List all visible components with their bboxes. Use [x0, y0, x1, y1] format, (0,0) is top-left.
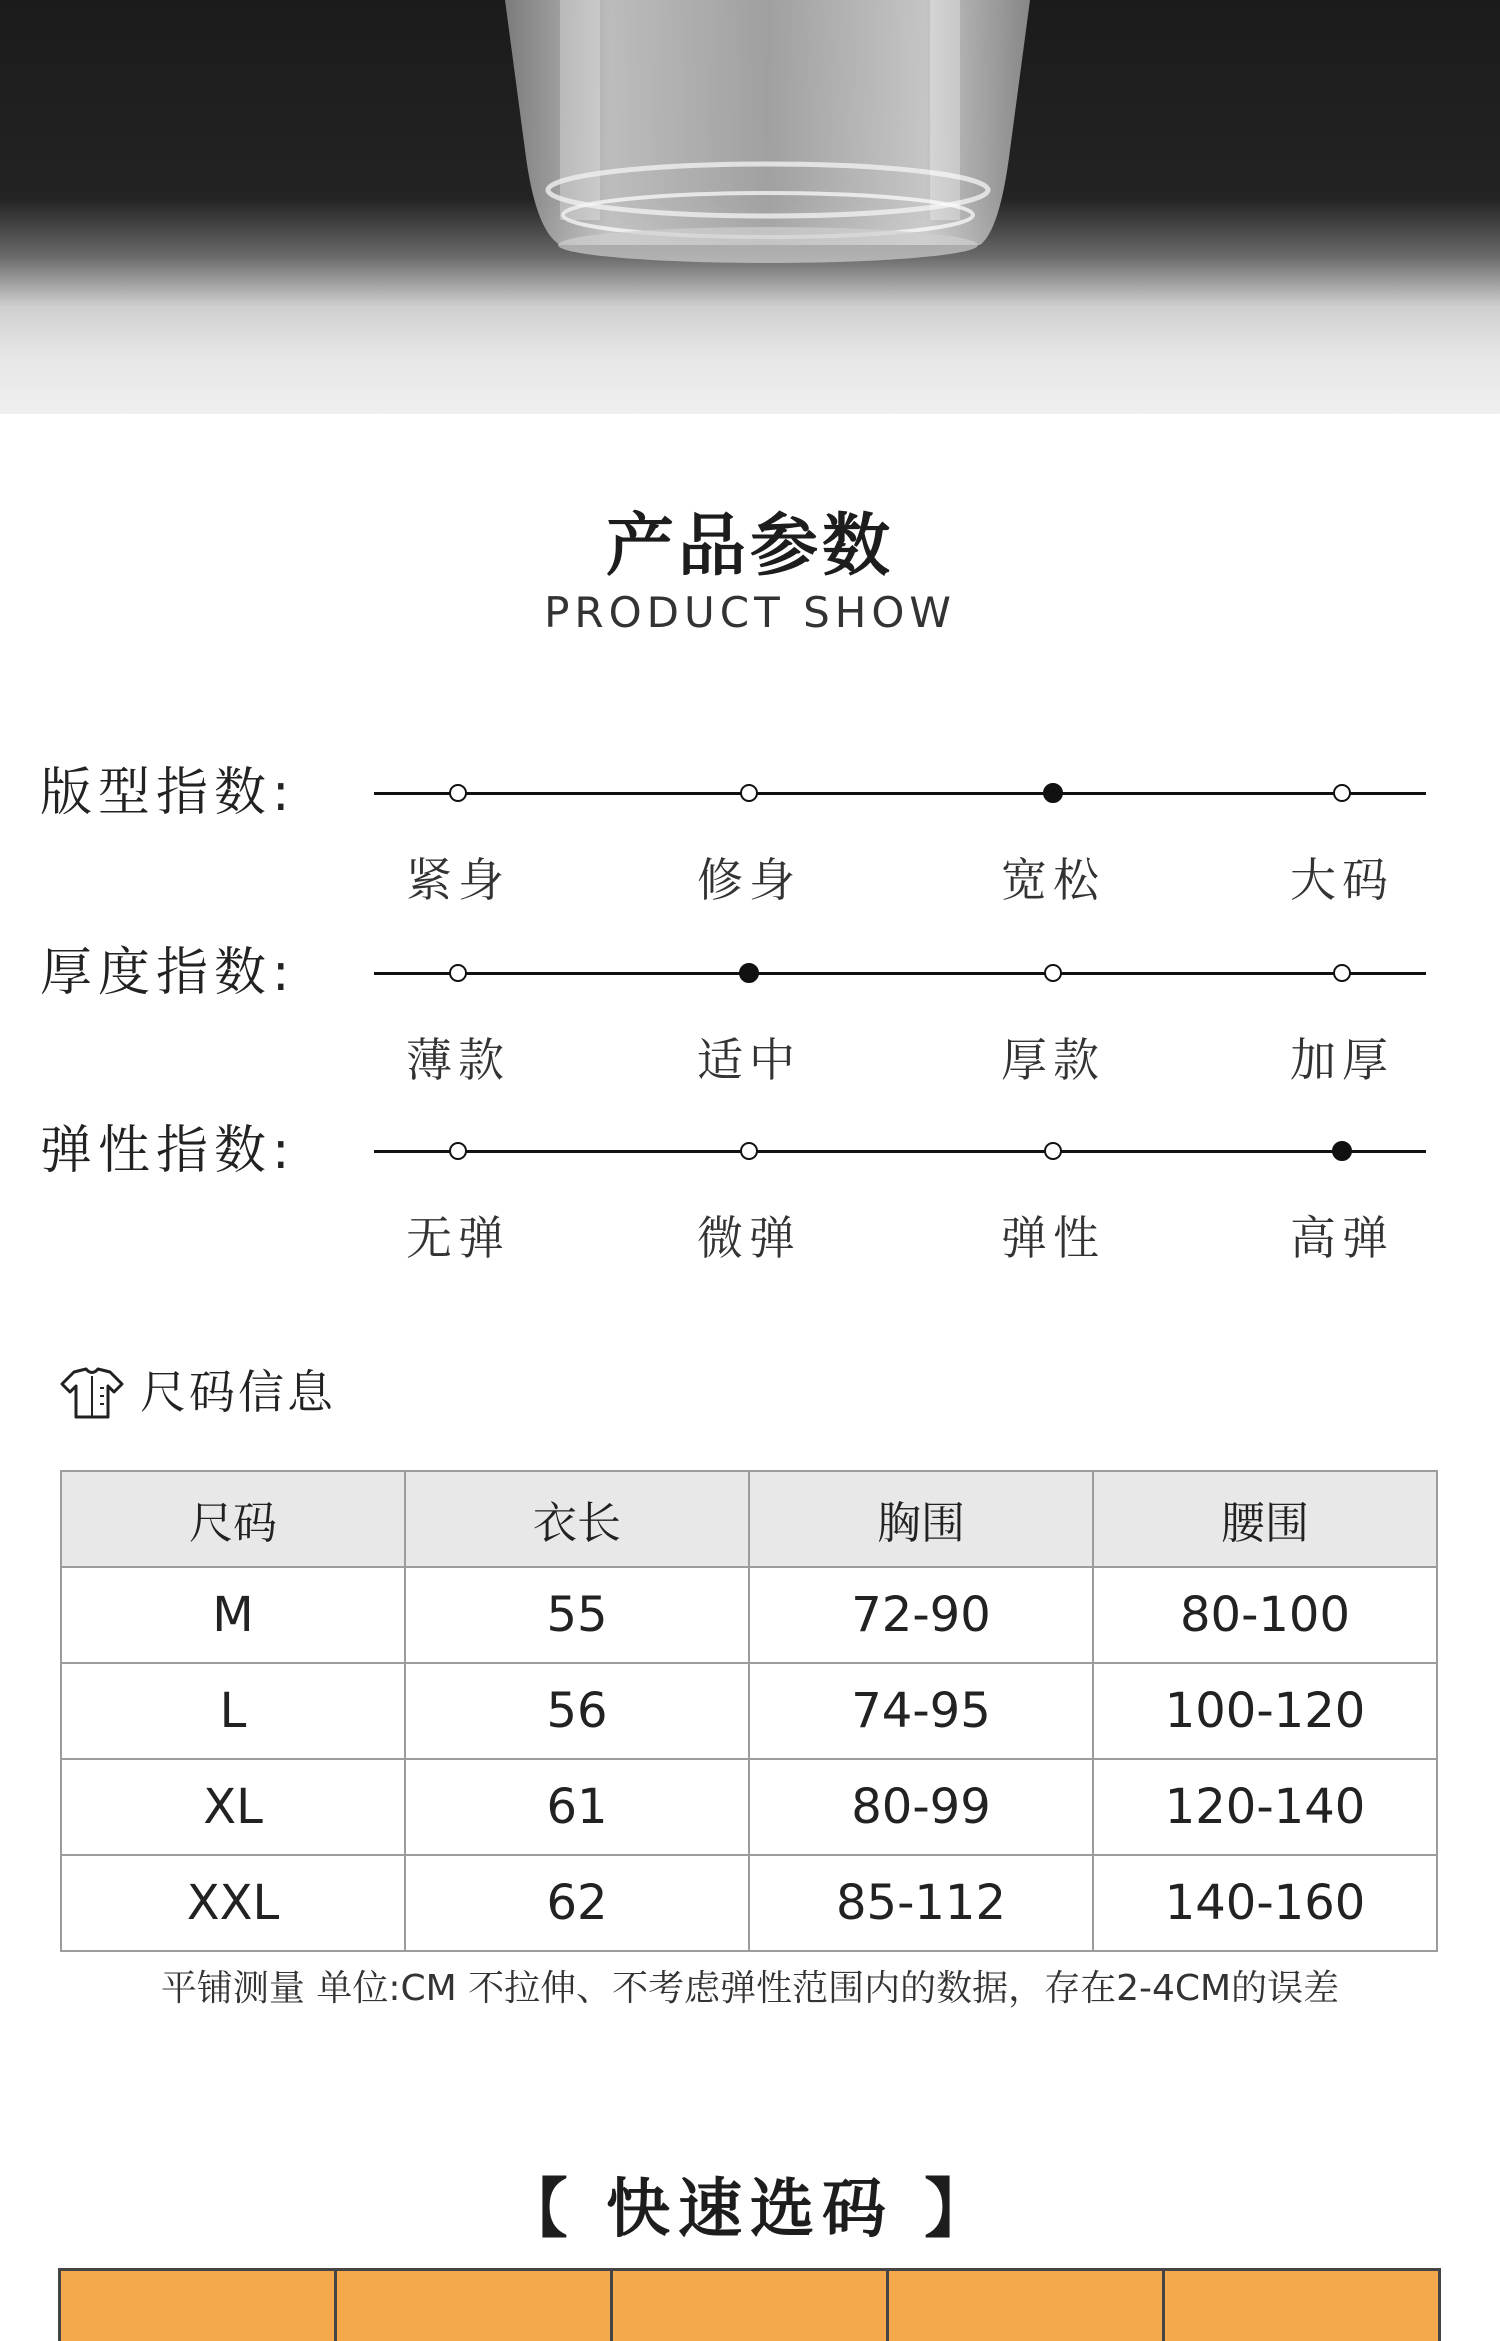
- index-label: 弹性指数:: [40, 1121, 296, 1181]
- scale-dot: [449, 784, 467, 802]
- option-label: 高弹: [1290, 1211, 1394, 1265]
- option-label: 弹性: [1001, 1211, 1105, 1265]
- index-label: 版型指数:: [40, 763, 296, 823]
- table-row: [61, 1663, 1437, 1759]
- table-cell: 62: [405, 1855, 749, 1951]
- option-label: 厚款: [1001, 1033, 1105, 1087]
- column-header: 胸围: [749, 1471, 1093, 1567]
- table-row: [61, 1855, 1437, 1951]
- table-header-row: [61, 1471, 1437, 1567]
- scale-dot: [449, 1142, 467, 1160]
- option-label: 紧身: [406, 853, 510, 907]
- option-label: 微弹: [697, 1211, 801, 1265]
- quick-select-header-bar: [58, 2268, 1441, 2341]
- scale-dot-selected: [1332, 1141, 1352, 1161]
- scale-dot: [1044, 964, 1062, 982]
- quick-select-cell: [613, 2271, 889, 2341]
- table-cell: 100-120: [1093, 1663, 1437, 1759]
- scale-dot-selected: [739, 963, 759, 983]
- scale-dot: [740, 1142, 758, 1160]
- measurement-note: 平铺测量 单位:CM 不拉伸、不考虑弹性范围内的数据，存在2-4CM的误差: [160, 1968, 1340, 2009]
- table-cell: 55: [405, 1567, 749, 1663]
- table-cell: 72-90: [749, 1567, 1093, 1663]
- scale-dot: [1333, 964, 1351, 982]
- index-row-elasticity: [0, 1116, 1500, 1286]
- table-cell: L: [61, 1663, 405, 1759]
- table-row: [61, 1759, 1437, 1855]
- quick-select-cell: [889, 2271, 1165, 2341]
- table-cell: M: [61, 1567, 405, 1663]
- option-label: 适中: [697, 1033, 801, 1087]
- table-cell: XL: [61, 1759, 405, 1855]
- quick-select-cell: [337, 2271, 613, 2341]
- table-cell: 56: [405, 1663, 749, 1759]
- shirt-icon: [60, 1366, 124, 1424]
- index-scale-line: [374, 972, 1426, 975]
- index-row-thickness: [0, 938, 1500, 1108]
- index-scale-line: [374, 792, 1426, 795]
- column-header: 衣长: [405, 1471, 749, 1567]
- table-cell: 140-160: [1093, 1855, 1437, 1951]
- table-cell: XXL: [61, 1855, 405, 1951]
- section-title: 产品参数: [605, 507, 894, 586]
- quick-select-cell: [61, 2271, 337, 2341]
- scale-dot: [449, 964, 467, 982]
- quick-select-cell: [1165, 2271, 1441, 2341]
- size-info-title: 尺码信息: [140, 1365, 336, 1419]
- table-cell: 61: [405, 1759, 749, 1855]
- scale-dot-selected: [1043, 783, 1063, 803]
- option-label: 加厚: [1290, 1033, 1394, 1087]
- index-row-fit: [0, 758, 1500, 928]
- table-cell: 80-100: [1093, 1567, 1437, 1663]
- column-header: 腰围: [1093, 1471, 1437, 1567]
- table-cell: 80-99: [749, 1759, 1093, 1855]
- section-subtitle: PRODUCT SHOW: [544, 588, 956, 637]
- table-cell: 74-95: [749, 1663, 1093, 1759]
- table-cell: 120-140: [1093, 1759, 1437, 1855]
- scale-dot: [740, 784, 758, 802]
- glass-cup-image: [0, 0, 1500, 414]
- index-label: 厚度指数:: [40, 943, 296, 1003]
- scale-dot: [1044, 1142, 1062, 1160]
- size-table: [60, 1470, 1438, 1952]
- option-label: 大码: [1290, 853, 1394, 907]
- scale-dot: [1333, 784, 1351, 802]
- option-label: 薄款: [406, 1033, 510, 1087]
- table-cell: 85-112: [749, 1855, 1093, 1951]
- product-photo: [0, 0, 1500, 414]
- option-label: 修身: [697, 853, 801, 907]
- index-scale-line: [374, 1150, 1426, 1153]
- table-row: [61, 1567, 1437, 1663]
- quick-select-title: 【 快速选码 】: [503, 2173, 997, 2247]
- option-label: 无弹: [406, 1211, 510, 1265]
- column-header: 尺码: [61, 1471, 405, 1567]
- option-label: 宽松: [1001, 853, 1105, 907]
